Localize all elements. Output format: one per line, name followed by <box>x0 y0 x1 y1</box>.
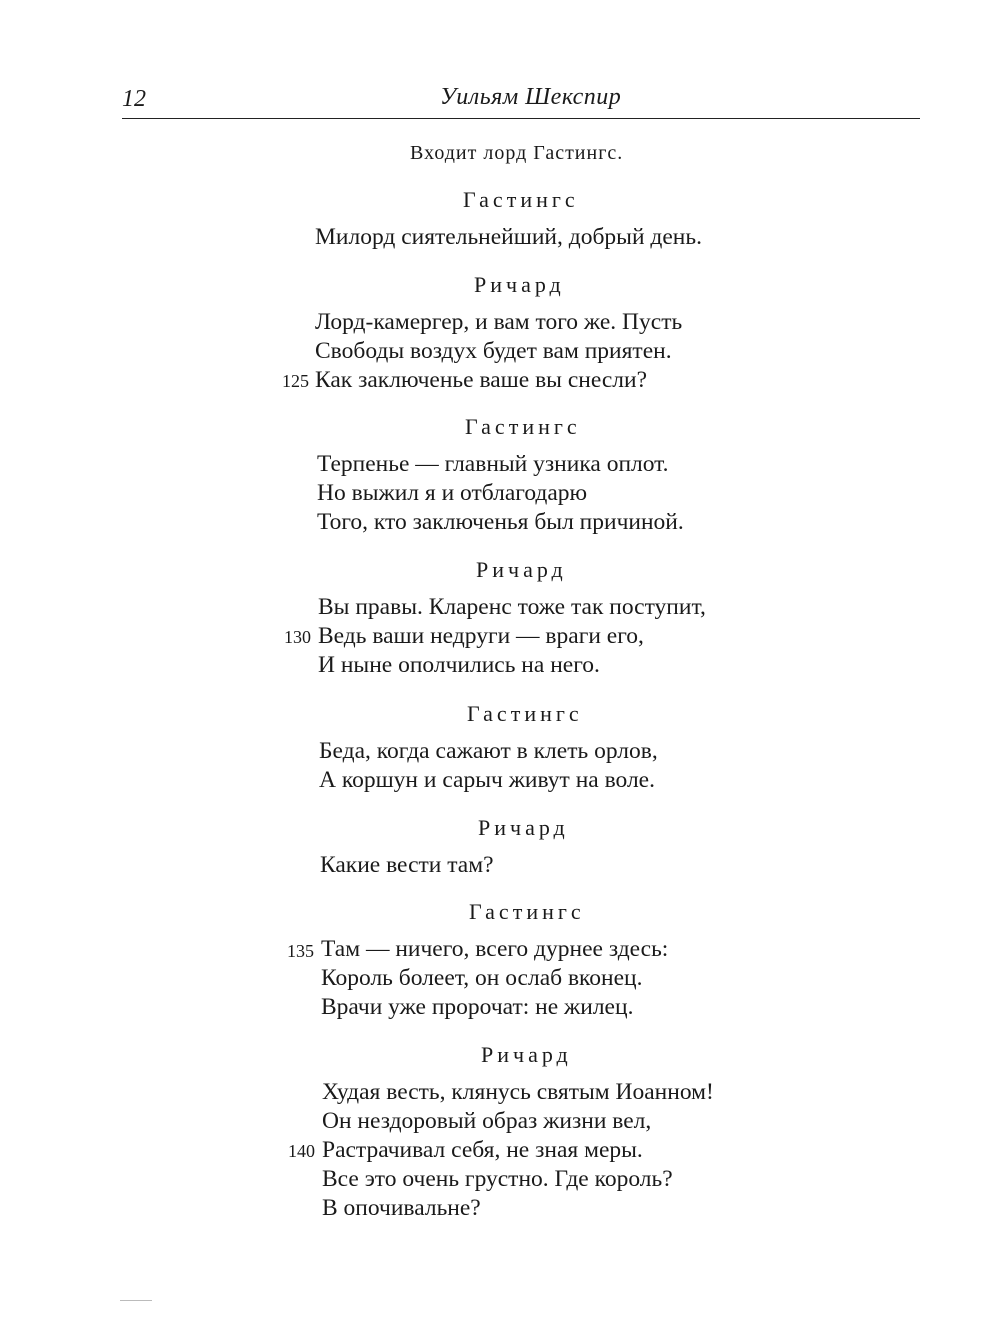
verse-line: А коршун и сарыч живут на воле. <box>319 767 655 793</box>
verse-line: Терпенье — главный узника оплот. <box>317 451 669 477</box>
line-number: 135 <box>287 941 314 961</box>
verse-line: Какие вести там? <box>320 852 494 878</box>
stage-direction: Входит лорд Гастингс. <box>410 142 624 164</box>
speaker-name: Гастингс <box>467 701 583 726</box>
speaker-name: Гастингс <box>463 187 579 212</box>
verse-line: Беда, когда сажают в клеть орлов, <box>319 738 658 764</box>
verse-line: И ныне ополчились на него. <box>318 652 600 678</box>
verse-line: Худая весть, клянусь святым Иоанном! <box>322 1079 714 1105</box>
verse-line: Он нездоровый образ жизни вел, <box>322 1108 652 1134</box>
verse-line: Вы правы. Кларенс тоже так поступит, <box>318 594 706 620</box>
speaker-name: Ричард <box>474 272 565 297</box>
verse-line: Король болеет, он ослаб вконец. <box>321 965 643 991</box>
verse-line: Все это очень грустно. Где король? <box>322 1166 673 1192</box>
verse-line: Того, кто заключенья был причиной. <box>317 509 684 535</box>
verse-line: Как заключенье ваше вы снесли? <box>315 367 648 393</box>
scan-mark <box>120 1300 152 1301</box>
running-header <box>122 82 920 119</box>
verse-line: Свободы воздух будет вам приятен. <box>315 338 672 364</box>
speaker-name: Гастингс <box>465 414 581 439</box>
speaker-name: Ричард <box>478 815 569 840</box>
line-number: 130 <box>284 627 311 647</box>
verse-line: Но выжил я и отблагодарю <box>317 480 588 506</box>
line-number: 125 <box>282 371 309 391</box>
verse-line: Лорд-камергер, и вам того же. Пусть <box>315 309 683 335</box>
line-number: 140 <box>288 1141 315 1161</box>
verse-line: Врачи уже пророчат: не жилец. <box>321 994 634 1020</box>
speaker-name: Ричард <box>476 557 567 582</box>
speaker-name: Ричард <box>481 1042 572 1067</box>
verse-line: Растрачивал себя, не зная меры. <box>322 1137 643 1163</box>
running-title: Уильям Шекспир <box>440 84 622 110</box>
verse-line: В опочивальне? <box>322 1195 481 1221</box>
page-number: 12 <box>122 86 146 112</box>
verse-line: Милорд сиятельнейший, добрый день. <box>315 224 702 250</box>
verse-line: Там — ничего, всего дурнее здесь: <box>321 936 669 962</box>
verse-line: Ведь ваши недруги — враги его, <box>318 623 644 649</box>
speaker-name: Гастингс <box>469 899 585 924</box>
